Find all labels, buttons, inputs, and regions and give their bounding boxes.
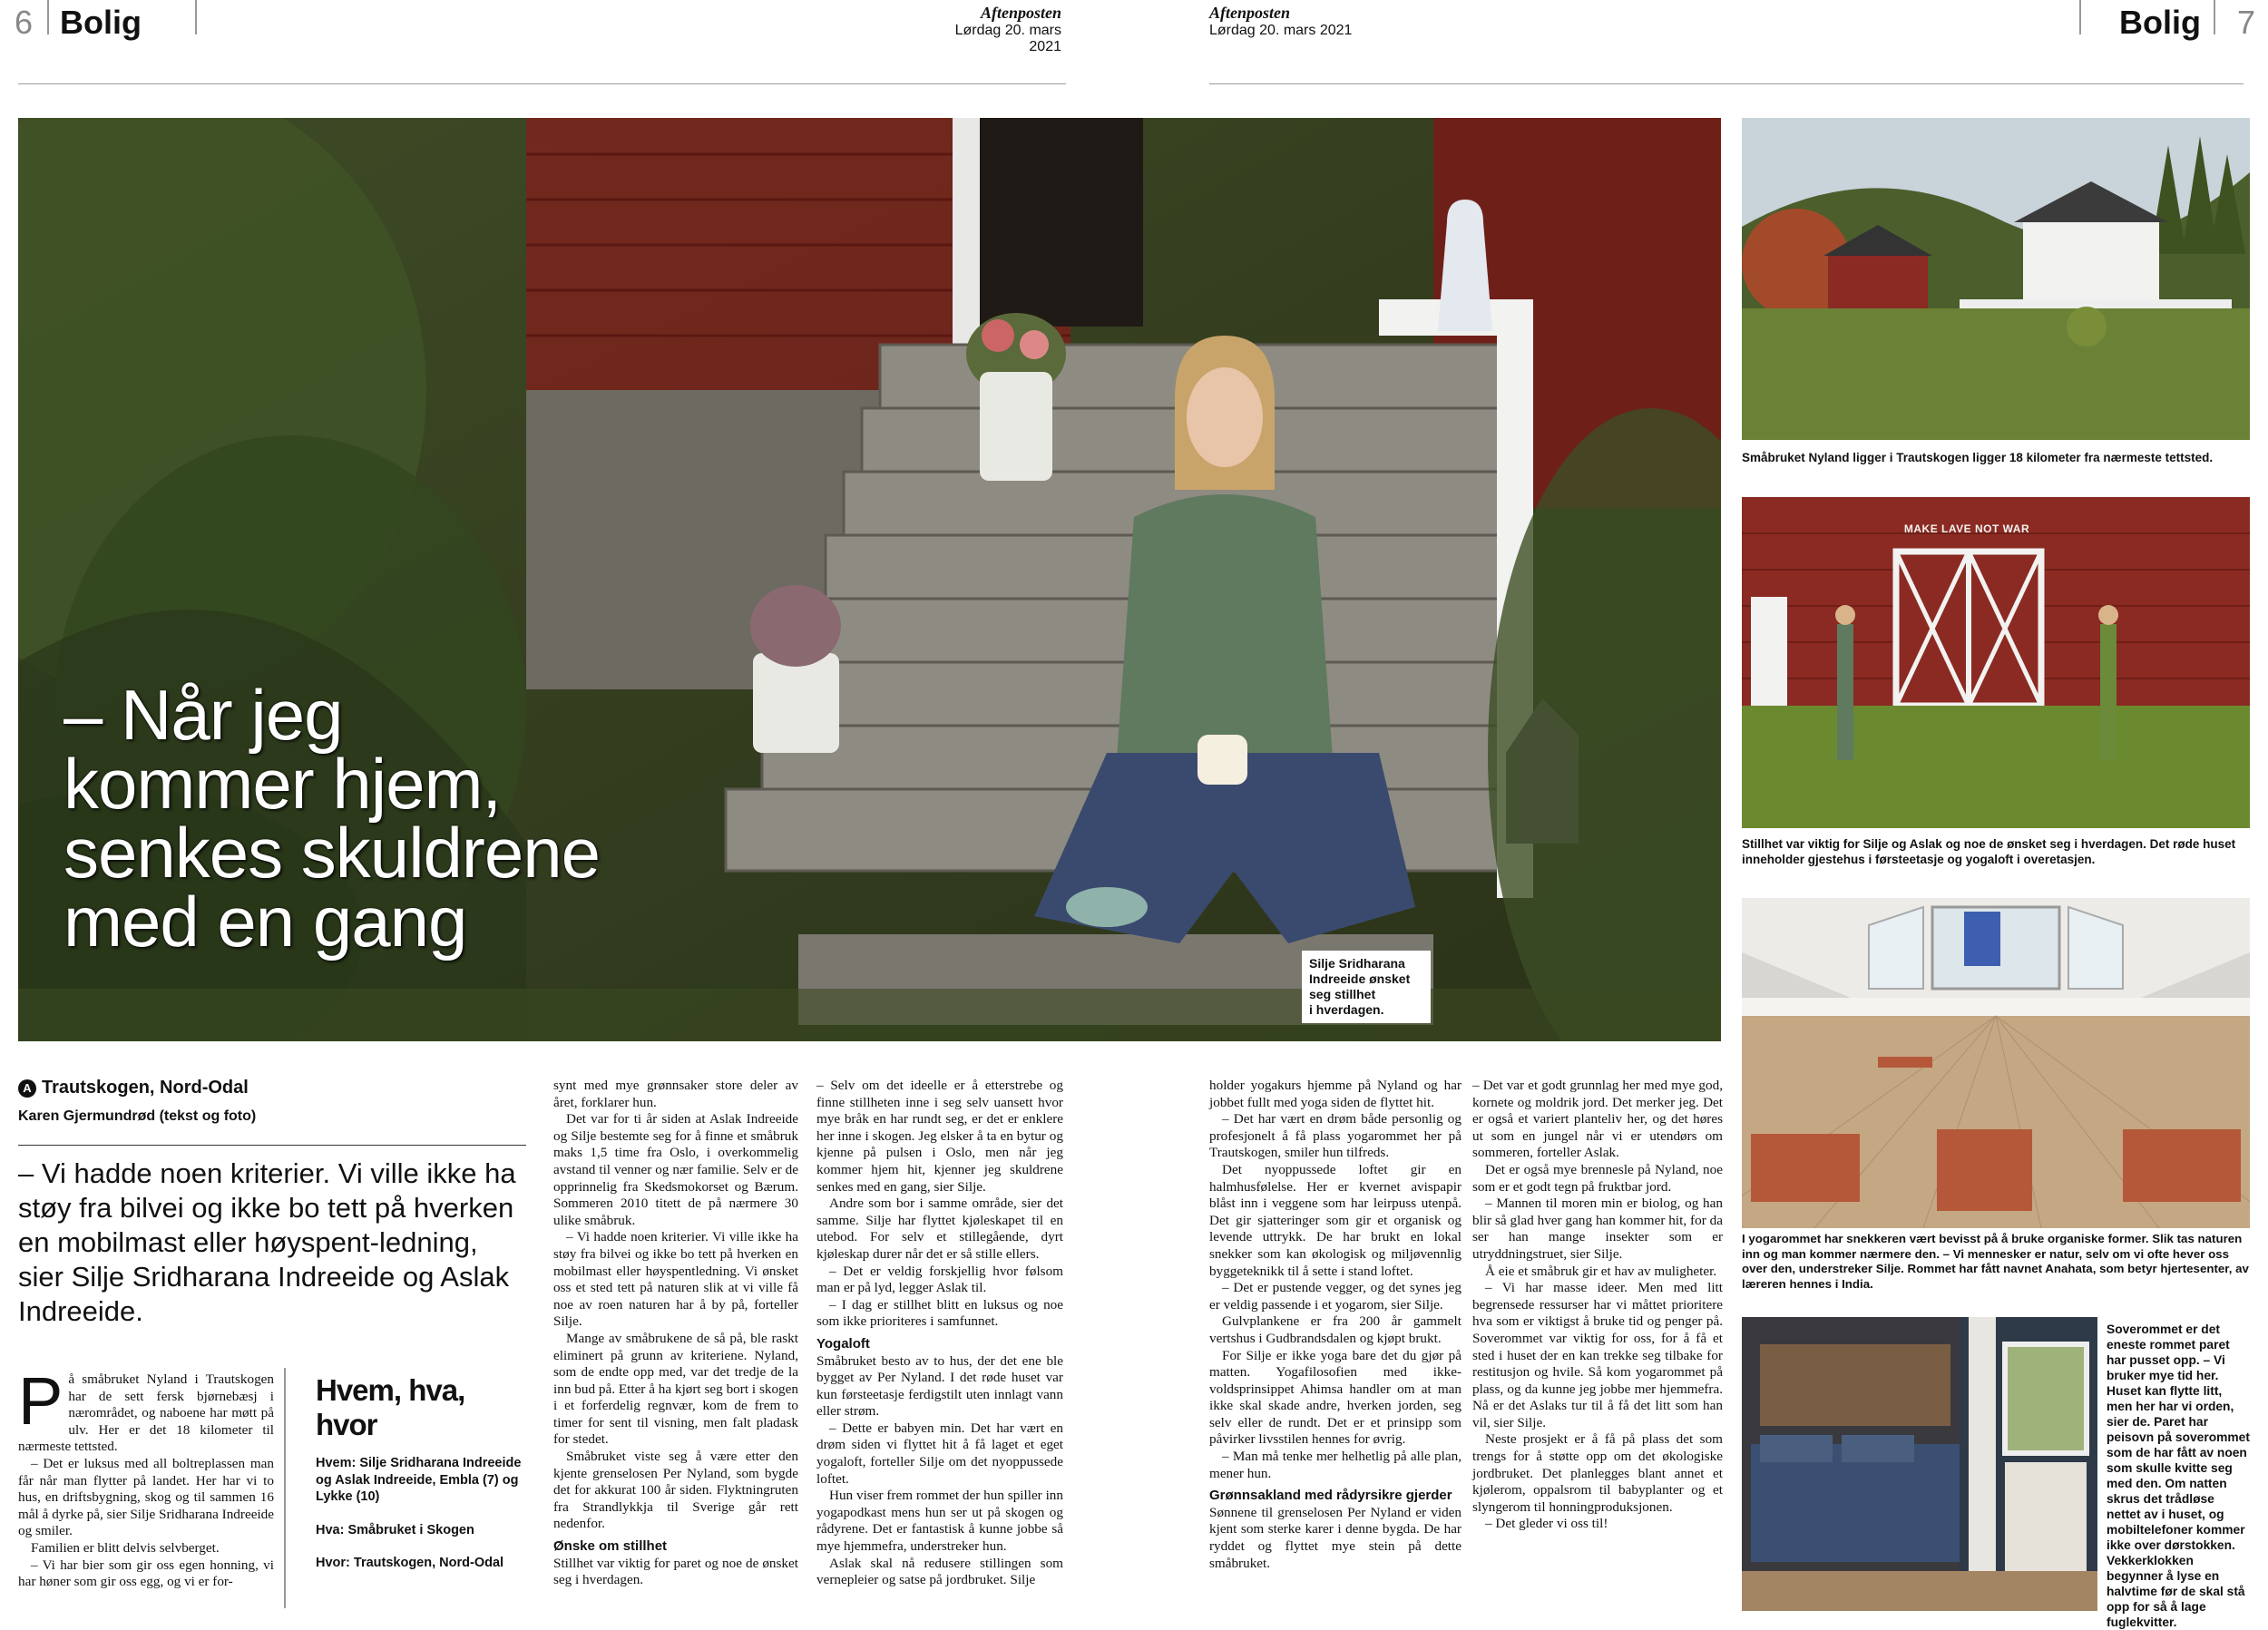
body-paragraph: – Man må tenke mer helhetlig på alle plan, mener hun. (1209, 1449, 1461, 1481)
factbox-title: Hvem, hva, hvor (316, 1373, 465, 1441)
yoga-room-photo (1742, 898, 2250, 1228)
factbox-what: Hva: Småbruket i Skogen (316, 1522, 474, 1537)
body-column-5 (1472, 1078, 1723, 1533)
factbox (316, 1373, 523, 1572)
body-paragraph: – Det har vært en drøm både personlig og profesjonelt å få plass yogarommet her på Trautskogen, smiler hun tilfreds. (1209, 1111, 1461, 1161)
caption-line: Indreeide ønsket (1309, 971, 1411, 986)
byline-author: Karen Gjermundrød (tekst og foto) (18, 1108, 257, 1124)
body-paragraph: Familien er blitt delvis selvberget. (31, 1539, 220, 1556)
header-divider (47, 0, 49, 34)
factbox-who: Hvem: Silje Sridharana Indreeide og Aslak Indreeide, Embla (7) og Lykke (10) (316, 1456, 522, 1504)
body-paragraph: Sønnene til grenselosen Per Nyland er viden kjent som sterke karer i denne bygda. De har ryddet og flyttet mye stein på dette småbruket. (1209, 1504, 1461, 1571)
body-column-3 (816, 1078, 1063, 1589)
body-paragraph: Småbruket viste seg å være etter den kjente grenselosen Per Nyland, som bygde det for akkurat 100 år siden. Flyktningruten fra Strandlykkja til Sverige går rett nedenfor. (553, 1449, 798, 1532)
barn-sign: MAKE LAVE NOT WAR (1903, 522, 2030, 535)
body-paragraph: holder yogakurs hjemme på Nyland og har jobbet fullt med yoga siden de flyttet hit. (1209, 1078, 1461, 1110)
body-paragraph: synt med mye grønnsaker store deler av året, forklarer hun. (553, 1078, 798, 1110)
article-lead: – Vi hadde noen kriterier. Vi ville ikke ha støy fra bilvei og ikke bo tett på hverken en mobilmast eller høyspent-ledning, sier Silje Sridharana Indreeide og Aslak Indreeide. (18, 1157, 516, 1327)
body-paragraph: Å eie et småbruk gir et hav av muligheter. (1485, 1263, 1717, 1279)
right-masthead (1209, 4, 1352, 39)
body-paragraph: Aslak skal nå redusere stillingen som vernepleier og satse på jordbruket. Silje (816, 1555, 1063, 1588)
body-paragraph: – Vi har bier som gir oss egen honning, vi har høner som gir oss egg, og vi er for- (18, 1557, 274, 1590)
right-page-number: 7 (2237, 4, 2256, 41)
yoga-room-illustration (1742, 898, 2250, 1228)
subheading: Yogaloft (816, 1335, 870, 1352)
header-divider (2214, 0, 2215, 34)
body-column-4 (1209, 1078, 1461, 1572)
location-label: Trautskogen, Nord-Odal (42, 1078, 249, 1098)
body-paragraph: For Silje er ikke yoga bare det du gjør på matten. Yogafilosofien med ikke-voldsprinsippet Ahimsa handler om at man ikke skal skade andre, hverken jorden, seg selv eller de rundt. Det er et prinsipp som påvirker livsstilen hennes for øvrig. (1209, 1347, 1461, 1448)
left-page-number: 6 (15, 4, 34, 41)
headline-line: med en gang (64, 882, 467, 961)
body-paragraph: – Det var et godt grunnlag her med mye god, kornete og moldrik jord. Det merker jeg. Det er også et variert planteliv her, og det høres ut som en jungel når vi er utendørs om sommeren, forteller Aslak. (1472, 1078, 1723, 1161)
header-divider (2079, 0, 2081, 34)
lead-rule (18, 1145, 526, 1146)
header-divider (195, 0, 197, 34)
body-paragraph: – Vi hadde noen kriterier. Vi ville ikke ha støy fra bilvei og ikke bo tett på hverken en mobilmast eller høyspentledning. Vi ønsket oss et sted tett på naturen slik at vi ville få noe av roen naturen har å by på, forteller Silje. (553, 1229, 798, 1330)
headline-line: kommer hjem, (64, 744, 502, 824)
caption-line: seg stillhet (1309, 987, 1376, 1001)
left-section-title: Bolig (60, 4, 142, 41)
location-pin-icon: A (18, 1079, 36, 1098)
bedroom-caption: Soverommet er det eneste rommet paret har pusset opp. – Vi bruker mye tid her. Huset kan flytte litt, men her har vi orden, sier de. Paret har peisovn på soverommet som de har fått av noen som skulle kvitte seg med den. Om natten skrus det trådløse nettet av i huset, og mobiltelefoner kommer ikke over dørstokken. Vekkerklokken begynner å lyse en halvtime før de skal stå opp for så å lage fuglekvitter. (2107, 1323, 2250, 1629)
factbox-where: Hvor: Trautskogen, Nord-Odal (316, 1556, 504, 1570)
body-paragraph: – I dag er stillhet blitt en luksus og noe som ikke prioriteres i samfunnet. (816, 1296, 1063, 1330)
header-rule (1209, 83, 2244, 84)
body-paragraph: Stillhet var viktig for paret og noe de ønsket seg i hverdagen. (553, 1555, 798, 1588)
body-paragraph: – Selv om det ideelle er å etterstrebe og finne stillheten inne i seg selv uansett hvor mye bråk en har rundt seg, er det er enklere her inne i skogen. Jeg elsker å ta en bytur og kjenne på pulsen i Oslo, men når jeg kommer hjem hit, kjenner jeg skuldrene senkes med en gang, sier Silje. (816, 1078, 1063, 1195)
right-section-title: Bolig (2119, 4, 2201, 41)
caption-line: i hverdagen. (1309, 1002, 1384, 1017)
body-column-1 (18, 1363, 274, 1591)
bedroom-photo (1742, 1317, 2097, 1611)
header-rule (18, 83, 1066, 84)
body-paragraph: Det er også mye brennesle på Nyland, noe som er et godt tegn på fruktbar jord. (1472, 1161, 1723, 1195)
body-paragraph: – Mannen til moren min er biolog, og han blir så glad hver gang han kommer hit, for da ser han mange insekter som er utryddningstruet, sier Silje. (1472, 1196, 1723, 1262)
body-paragraph: Gulvplankene er fra 200 år gammelt vertshus i Gudbrandsdalen og kjøpt brukt. (1209, 1313, 1461, 1346)
caption-line: Silje Sridharana (1309, 956, 1405, 971)
body-paragraph: – Det er pustende vegger, og det synes jeg er veldig passende i et yogarom, sier Silje. (1209, 1280, 1461, 1313)
body-paragraph: Småbruket besto av to hus, der det ene ble bygget av Per Nyland. I det røde huset var kun førsteetasje ferdigstilt uten innlagt vann eller strøm. (816, 1352, 1063, 1420)
barn-illustration (1742, 497, 2250, 828)
body-paragraph: Det var for ti år siden at Aslak Indreeide og Silje bestemte seg for å finne et småbruk maks 1,5 time fra Oslo, i overkommelig avstand til venner og nær familie. Selv er de opprinnelig fra Skedsmokorset og Bærum. Sommeren 2010 titett de på nærmere 30 ulike småbruk. (553, 1111, 798, 1228)
body-paragraph: Mange av småbrukene de så på, ble raskt eliminert på grunn av kriteriene. Nyland, som de endte opp med, var det tredje de la inn bud på. Etter å ha kjørt seg bort i skogen i et forferdelig regnvær, kom de frem to timer for sent til visning, men falt pladask for stedet. (553, 1330, 798, 1448)
drop-cap: P (18, 1363, 64, 1439)
body-paragraph: – Det er luksus med all boltreplassen man får når man flytter på landet. Her har vi to hus, en driftsbygning, skog og til sammen 16 mål å dyrke på, sier Silje Sridharana Indreeide og smiler. (18, 1455, 274, 1539)
hero-caption (1302, 951, 1431, 1023)
body-paragraph: Neste prosjekt er å få på plass det som trengs for å støtte opp om det økologiske jordbruket. Det planlegges blant annet et kjølerom, oppalsrom til babyplanter og et slyngerom til honningproduksjonen. (1472, 1431, 1723, 1515)
body-paragraph: – Vi har masse ideer. Men med litt begrensede ressurser har vi måttet prioritere hva som er viktigst å bruke tid og penger på. Soverommet var viktig for oss, for å få et sted i huset der en kan trekke seg tilbake for restitusjon og hvile. Så kom yogarommet på plass, og da kunne jeg jobbe mer hjemmefra. Nå er det Aslaks tur til å få det litt som han vil, sier Silje. (1472, 1280, 1723, 1430)
bedroom-illustration (1742, 1317, 2097, 1611)
issue-date: Lørdag 20. mars 2021 (1209, 23, 1353, 38)
barn-caption: Stillhet var viktig for Silje og Aslak og noe de ønsket seg i hverdagen. Det røde huset inneholder gjestehus i førsteetasje og yogaloft i overetasjen. (1742, 837, 2236, 866)
body-paragraph: – Dette er babyen min. Det har vært en drøm siden vi flyttet hit å få laget et eget yogaloft, forteller Silje om det nyoppussede loftet. (816, 1420, 1063, 1487)
subheading: Grønnsakland med rådyrsikre gjerder (1209, 1488, 1452, 1504)
farm-photo (1742, 118, 2250, 440)
article-headline (64, 675, 880, 961)
subheading: Ønske om stillhet (553, 1538, 668, 1555)
headline-line: senkes skuldrene (64, 813, 601, 893)
body-paragraph: å småbruket Nyland i Trautskogen har de sett fersk bjørnebæsj i nærområdet, og naboene har møtt på ulv. Her er det 18 kilometer til nærmeste tettsted. (18, 1371, 274, 1455)
yoga-room-caption: I yogarommet har snekkeren vært bevisst på å bruke organiske former. Slik tas naturen inn og man kommer nærmere den. – Vi mennesker er natur, selv om vi ofte hever oss over den, understreker Silje. Rommet har fått navnet Anahata, som betyr hjertesenter, av læreren hennes i India. (1742, 1232, 2249, 1291)
farm-illustration (1742, 118, 2250, 440)
factbox-rule (284, 1368, 286, 1608)
issue-date: Lørdag 20. mars 2021 (954, 23, 1061, 54)
body-column-2 (553, 1078, 798, 1589)
paper-name: Aftenposten (980, 4, 1061, 22)
body-paragraph: Det nyoppussede loftet gir en halmhusfølelse. Her er kvernet avispapir blåst inn i veggene som har leirpuss utenpå. Det gir sjatteringer som gir et organisk og levende uttrykk. De har brukt en lokal snekker som kan økologisk og miljøvennlig byggeteknikk til å sette i stand loftet. (1209, 1161, 1461, 1279)
body-paragraph: – Det er veldig forskjellig hvor følsom man er på lyd, legger Aslak til. (816, 1263, 1063, 1296)
farm-caption: Småbruket Nyland ligger i Trautskogen ligger 18 kilometer fra nærmeste tettsted. (1742, 451, 2214, 464)
paper-name: Aftenposten (1209, 4, 1291, 22)
left-masthead (934, 4, 1061, 55)
body-paragraph: Hun viser frem rommet der hun spiller inn yogapodkast mens hun ser ut på skogen og rådyrene. Det er fantastisk å kunne jobbe så mye hjemmefra, understreker hun. (816, 1488, 1063, 1555)
body-paragraph: Andre som bor i samme område, sier det samme. Silje har flyttet kjøleskapet til en utebod. For selv et stillegående, dyrt kjøleskap durer når det er så stille ellers. (816, 1196, 1063, 1262)
barn-photo (1742, 497, 2250, 828)
byline-location (18, 1078, 249, 1098)
body-paragraph: – Det gleder vi oss til! (1485, 1516, 1608, 1532)
headline-line: – Når jeg (64, 675, 343, 755)
